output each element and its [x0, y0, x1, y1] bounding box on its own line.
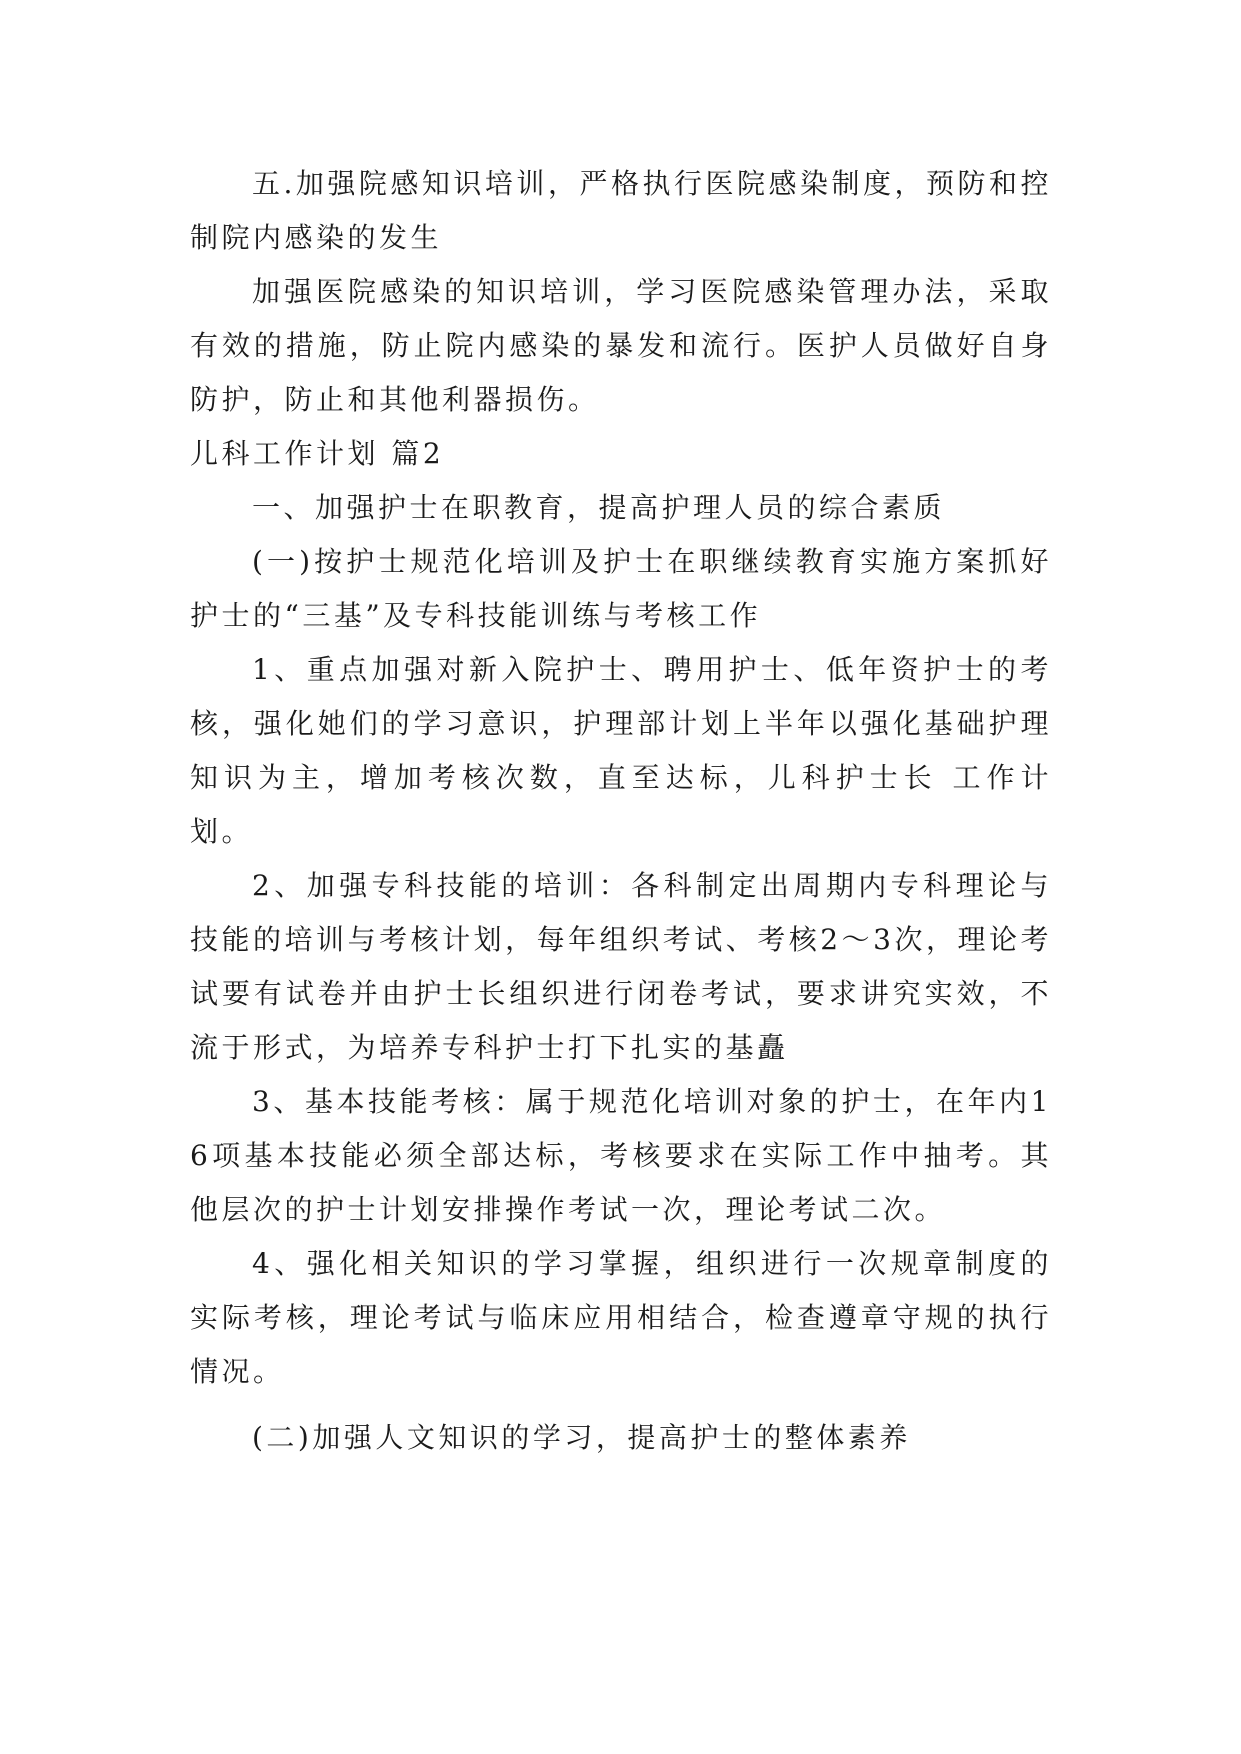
document-body [190, 157, 1052, 1465]
paragraph-item-2: 2、加强专科技能的培训：各科制定出周期内专科理论与技能的培训与考核计划，每年组织考试、考核2～3次，理论考试要有试卷并由护士长组织进行闭卷考试，要求讲究实效，不流于形式，为培养专科护士打下扎实的基矗 [190, 869, 1052, 1064]
paragraph-item-1: 1、重点加强对新入院护士、聘用护士、低年资护士的考核，强化她们的学习意识，护理部计划上半年以强化基础护理知识为主，增加考核次数，直至达标，儿科护士长 工作计划。 [190, 653, 1052, 848]
paragraph-section-one-title: 一、加强护士在职教育，提高护理人员的综合素质 [252, 491, 946, 524]
paragraph-section-five-title: 五.加强院感知识培训，严格执行医院感染制度，预防和控制院内感染的发生 [190, 167, 1052, 254]
paragraph-infection-training: 加强医院感染的知识培训，学习医院感染管理办法，采取有效的措施，防止院内感染的暴发和流行。医护人员做好自身防护，防止和其他利器损伤。 [190, 275, 1052, 416]
paragraph-plan-heading: 儿科工作计划 篇2 [190, 437, 445, 470]
paragraph-subsection-two: (二)加强人文知识的学习，提高护士的整体素养 [252, 1421, 911, 1454]
paragraph-subsection-one: (一)按护士规范化培训及护士在职继续教育实施方案抓好护士的“三基”及专科技能训练与考核工作 [190, 545, 1052, 632]
paragraph-item-4: 4、强化相关知识的学习掌握，组织进行一次规章制度的实际考核，理论考试与临床应用相结合，检查遵章守规的执行情况。 [190, 1247, 1052, 1388]
paragraph-item-3: 3、基本技能考核：属于规范化培训对象的护士，在年内16项基本技能必须全部达标，考核要求在实际工作中抽考。其他层次的护士计划安排操作考试一次，理论考试二次。 [190, 1085, 1052, 1226]
